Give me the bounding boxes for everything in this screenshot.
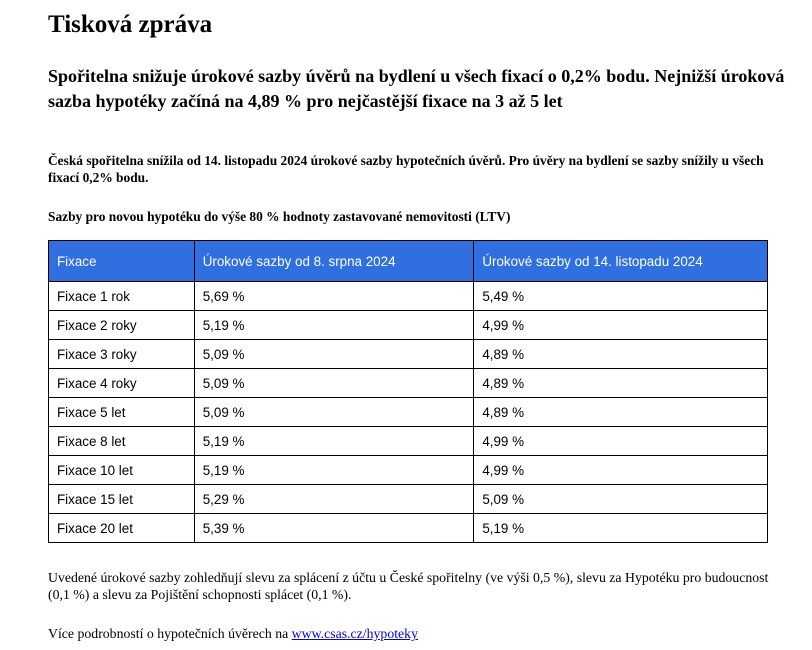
fixation-cell: Fixace 20 let <box>49 514 195 543</box>
table-row <box>49 427 768 456</box>
header-fixace: Fixace <box>49 241 195 282</box>
table-row <box>49 311 768 340</box>
more-info-line <box>48 625 418 642</box>
rate-august-cell: 5,19 % <box>194 456 474 485</box>
fixation-cell: Fixace 5 let <box>49 398 195 427</box>
table-row <box>49 340 768 369</box>
fixation-cell: Fixace 4 roky <box>49 369 195 398</box>
rate-august-cell: 5,29 % <box>194 485 474 514</box>
table-row <box>49 485 768 514</box>
table-row <box>49 514 768 543</box>
rate-november-cell: 4,99 % <box>474 311 768 340</box>
fixation-cell: Fixace 3 roky <box>49 340 195 369</box>
rate-august-cell: 5,09 % <box>194 340 474 369</box>
rate-november-cell: 5,19 % <box>474 514 768 543</box>
table-header-row <box>49 241 768 282</box>
table-row <box>49 456 768 485</box>
rates-table <box>48 240 768 543</box>
table-caption: Sazby pro novou hypotéku do výše 80 % hodnoty zastavované nemovitosti (LTV) <box>48 209 511 224</box>
rate-august-cell: 5,19 % <box>194 427 474 456</box>
rate-august-cell: 5,09 % <box>194 398 474 427</box>
more-info-text: Více podrobností o hypotečních úvěrech na <box>48 626 292 641</box>
table-row <box>49 398 768 427</box>
fixation-cell: Fixace 1 rok <box>49 282 195 311</box>
table-row <box>49 369 768 398</box>
header-rates-november: Úrokové sazby od 14. listopadu 2024 <box>474 241 768 282</box>
rate-november-cell: 5,49 % <box>474 282 768 311</box>
header-rates-august: Úrokové sazby od 8. srpna 2024 <box>194 241 474 282</box>
page-title: Tisková zpráva <box>48 11 213 38</box>
rate-november-cell: 5,09 % <box>474 485 768 514</box>
rate-november-cell: 4,89 % <box>474 398 768 427</box>
rate-november-cell: 4,89 % <box>474 369 768 398</box>
fixation-cell: Fixace 10 let <box>49 456 195 485</box>
fixation-cell: Fixace 15 let <box>49 485 195 514</box>
table-row <box>49 282 768 311</box>
press-release-subtitle: Spořitelna snižuje úrokové sazby úvěrů na bydlení u všech fixací o 0,2% bodu. Nejnižší úroková sazba hypotéky začíná na 4,89 % pro nejčastější fixace na 3 až 5 let <box>48 66 785 111</box>
rate-november-cell: 4,99 % <box>474 427 768 456</box>
rate-november-cell: 4,99 % <box>474 456 768 485</box>
rate-august-cell: 5,69 % <box>194 282 474 311</box>
fixation-cell: Fixace 8 let <box>49 427 195 456</box>
hypoteky-link[interactable]: www.csas.cz/hypoteky <box>291 626 418 641</box>
rate-august-cell: 5,09 % <box>194 369 474 398</box>
discount-footnote: Uvedené úrokové sazby zohledňují slevu za splácení z účtu u České spořitelny (ve výši 0,5 %), slevu za Hypotéku pro budoucnost (0,1 %) a slevu za Pojištění schopnosti splácet (0,1 %). <box>48 570 769 602</box>
rate-november-cell: 4,89 % <box>474 340 768 369</box>
fixation-cell: Fixace 2 roky <box>49 311 195 340</box>
intro-paragraph: Česká spořitelna snížila od 14. listopadu 2024 úrokové sazby hypotečních úvěrů. Pro úvěry na bydlení se sazby snížily u všech fixací 0,2% bodu. <box>48 153 764 185</box>
rate-august-cell: 5,39 % <box>194 514 474 543</box>
rate-august-cell: 5,19 % <box>194 311 474 340</box>
